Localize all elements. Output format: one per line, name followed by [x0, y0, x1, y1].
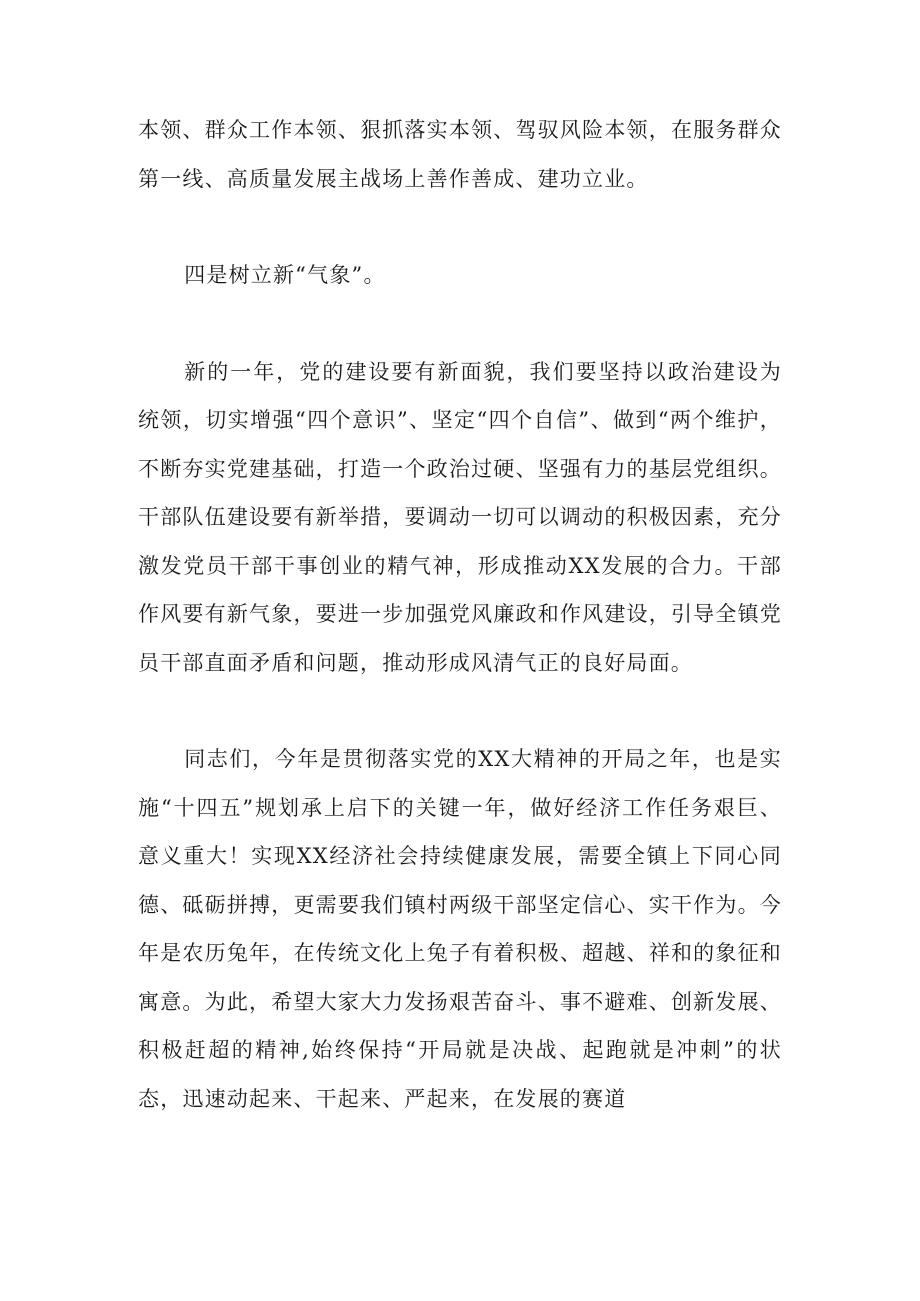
paragraph-comrades: 同志们，今年是贯彻落实党的XX大精神的开局之年，也是实施“十四五”规划承上启下的关键一年，做好经济工作任务艰巨、意义重大！实现XX经济社会持续健康发展，需要全镇上下同心同德、砥砺拼搏，更需要我们镇村两级干部坚定信心、实干作为。今年是农历兔年，在传统文化上兔子有着积极、超越、祥和的象征和寓意。为此，希望大家大力发扬艰苦奋斗、事不避难、创新发展、积极赶超的精神,始终保持“开局就是决战、起跑就是冲刺”的状态，迅速动起来、干起来、严起来，在发展的赛道 [138, 747, 782, 1111]
paragraph-new-year: 新的一年，党的建设要有新面貌，我们要坚持以政治建设为统领，切实增强“四个意识”、坚定“四个自信”、做到“两个维护，不断夯实党建基础，打造一个政治过硬、坚强有力的基层党组织。干部队伍建设要有新举措，要调动一切可以调动的积极因素，充分激发党员干部干事创业的精气神，形成推动XX发展的合力。干部作风要有新气象，要进一步加强党风廉政和作风建设，引导全镇党员干部直面矛盾和问题，推动形成风清气正的良好局面。 [138, 359, 782, 675]
paragraph-gap [138, 203, 782, 251]
paragraph-gap [138, 300, 782, 348]
paragraph-gap [138, 687, 782, 735]
section-heading: 四是树立新“气象”。 [184, 263, 386, 287]
document-body [138, 106, 782, 1123]
paragraph-continuation: 本领、群众工作本领、狠抓落实本领、驾驭风险本领，在服务群众第一线、高质量发展主战场上善作善成、建功立业。 [138, 118, 782, 191]
